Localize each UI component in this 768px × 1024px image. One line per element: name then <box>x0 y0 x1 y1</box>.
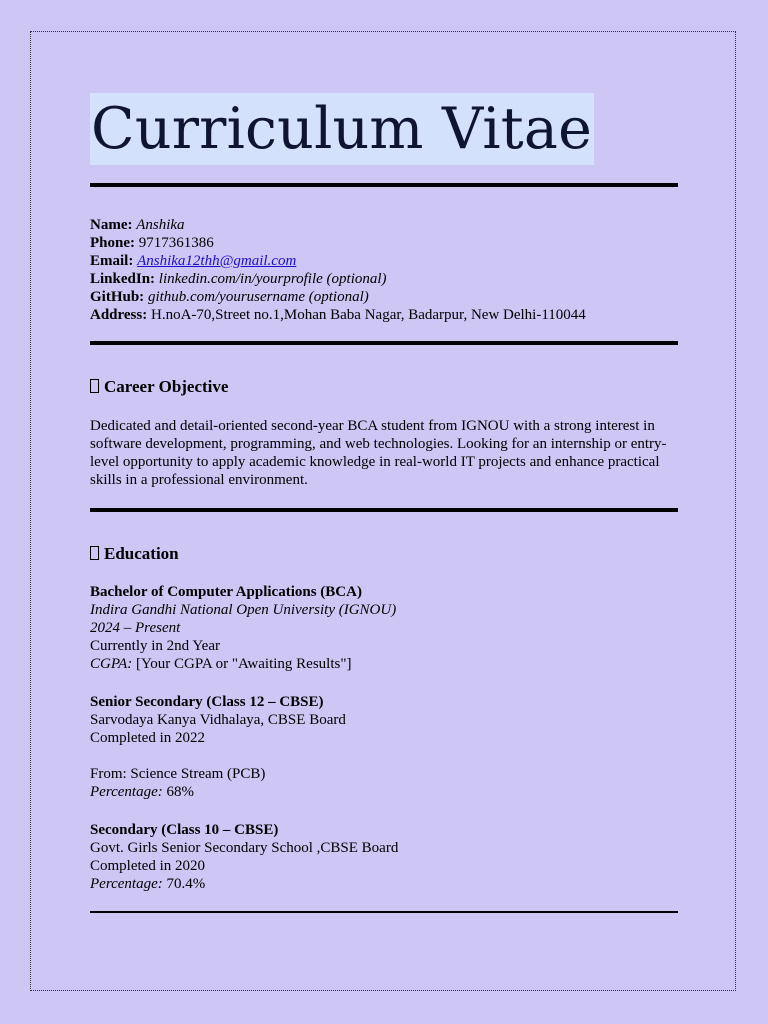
section-divider <box>90 911 678 913</box>
phone-label: Phone: <box>90 235 135 251</box>
career-objective-text: Dedicated and detail-oriented second-year BCA student from IGNOU with a strong interest in software development, programming, and web technologies. Looking for an internship or entry-level opportunity to apply academic knowledge in real-world IT projects and enhance practical skills in a professional environment. <box>90 418 667 488</box>
email-link[interactable]: Anshika12thh@gmail.com <box>137 253 297 269</box>
address-label: Address: <box>90 307 148 323</box>
secondary-degree: Secondary (Class 10 – CBSE) <box>90 822 279 838</box>
contact-github-row <box>90 288 678 306</box>
contact-linkedin-row <box>90 270 678 288</box>
contact-info <box>90 216 678 324</box>
bca-period: 2024 – Present <box>90 620 181 636</box>
secondary-completed: Completed in 2020 <box>90 858 205 874</box>
senior-stream: From: Science Stream (PCB) <box>90 766 266 782</box>
name-label: Name: <box>90 217 133 233</box>
linkedin-value: linkedin.com/in/yourprofile (optional) <box>158 271 387 287</box>
bca-cgpa-row <box>90 655 678 673</box>
cv-document <box>90 93 678 913</box>
missing-glyph-icon <box>90 546 99 560</box>
career-objective-heading <box>90 377 678 397</box>
bca-degree: Bachelor of Computer Applications (BCA) <box>90 584 362 600</box>
section-divider <box>90 508 678 512</box>
bca-status: Currently in 2nd Year <box>90 638 220 654</box>
cgpa-label: CGPA: <box>90 656 133 672</box>
missing-glyph-icon <box>90 379 99 393</box>
senior-degree: Senior Secondary (Class 12 – CBSE) <box>90 694 324 710</box>
senior-completed: Completed in 2022 <box>90 730 205 746</box>
github-value: github.com/yourusername (optional) <box>147 289 369 305</box>
senior-percentage-row <box>90 783 678 801</box>
email-label: Email: <box>90 253 134 269</box>
section-divider <box>90 183 678 187</box>
name-value: Anshika <box>136 217 185 233</box>
contact-phone-row <box>90 234 678 252</box>
linkedin-label: LinkedIn: <box>90 271 156 287</box>
education-entry-senior-secondary <box>90 693 678 801</box>
education-heading <box>90 544 678 564</box>
senior-percentage-label: Percentage: <box>90 784 163 800</box>
address-value: H.noA-70,Street no.1,Mohan Baba Nagar, Badarpur, New Delhi-110044 <box>150 307 586 323</box>
education-heading-text: Education <box>104 544 179 563</box>
contact-email-row <box>90 252 678 270</box>
section-divider <box>90 341 678 345</box>
career-heading-text: Career Objective <box>104 377 229 396</box>
document-title: Curriculum Vitae <box>90 93 594 165</box>
github-label: GitHub: <box>90 289 145 305</box>
senior-percentage-value: 68% <box>166 784 194 800</box>
secondary-school: Govt. Girls Senior Secondary School ,CBSE Board <box>90 840 399 856</box>
contact-name-row <box>90 216 678 234</box>
phone-value: 9717361386 <box>138 235 214 251</box>
education-entry-secondary <box>90 821 678 893</box>
bca-institution: Indira Gandhi National Open University (IGNOU) <box>90 602 397 618</box>
education-list <box>90 583 678 893</box>
secondary-percentage-row <box>90 875 678 893</box>
secondary-percentage-label: Percentage: <box>90 876 163 892</box>
cgpa-value: [Your CGPA or "Awaiting Results"] <box>135 656 352 672</box>
contact-address-row <box>90 306 678 324</box>
secondary-percentage-value: 70.4% <box>166 876 206 892</box>
education-entry-bca <box>90 583 678 673</box>
senior-school: Sarvodaya Kanya Vidhalaya, CBSE Board <box>90 712 346 728</box>
